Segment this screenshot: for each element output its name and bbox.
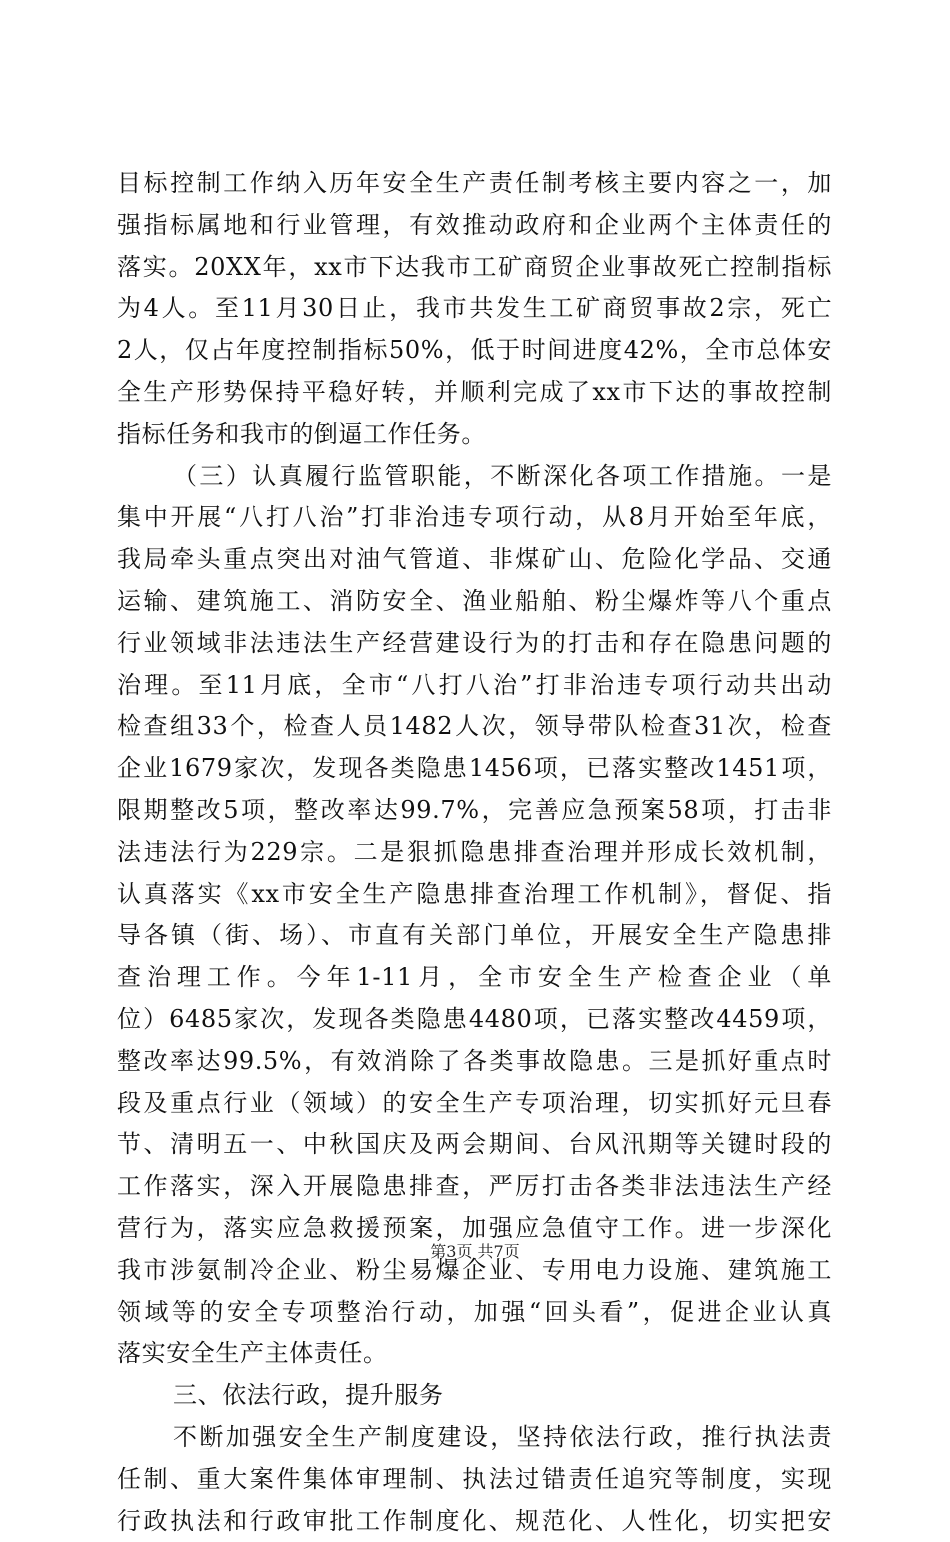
text-line: 2人，仅占年度控制指标50%，低于时间进度42%，全市总体安 [117, 330, 832, 372]
text-line: 认真落实《xx市安全生产隐患排查治理工作机制》，督促、指 [117, 874, 832, 916]
text-line: 我局牵头重点突出对油气管道、非煤矿山、危险化学品、交通 [117, 539, 832, 581]
page-footer: 第3页 共7页 [0, 1241, 950, 1263]
text-line: 我市涉氨制冷企业、粉尘易爆企业、专用电力设施、建筑施工 [117, 1250, 832, 1292]
text-line: 为4人。至11月30日止，我市共发生工矿商贸事故2宗，死亡 [117, 288, 832, 330]
text-line: 查治理工作。今年1-11月，全市安全生产检查企业（单 [117, 957, 832, 999]
text-line: 节、清明五一、中秋国庆及两会期间、台风汛期等关键时段的 [117, 1124, 832, 1166]
text-line: 位）6485家次，发现各类隐患4480项，已落实整改4459项， [117, 999, 832, 1041]
text-line: 整改率达99.5%，有效消除了各类事故隐患。三是抓好重点时 [117, 1041, 832, 1083]
text-line: 落实。20XX年，xx市下达我市工矿商贸企业事故死亡控制指标 [117, 247, 832, 289]
text-line: 限期整改5项，整改率达99.7%，完善应急预案58项，打击非 [117, 790, 832, 832]
text-line: 工作落实，深入开展隐患排查，严厉打击各类非法违法生产经 [117, 1166, 832, 1208]
text-line: 营行为，落实应急救援预案，加强应急值守工作。进一步深化 [117, 1208, 832, 1250]
text-line: 导各镇（街、场）、市直有关部门单位，开展安全生产隐患排 [117, 915, 832, 957]
text-line: 领域等的安全专项整治行动，加强“回头看”，促进企业认真 [117, 1292, 832, 1334]
text-line: 行政执法和行政审批工作制度化、规范化、人性化，切实把安 [117, 1501, 832, 1542]
text-line: 任制、重大案件集体审理制、执法过错责任追究等制度，实现 [117, 1459, 832, 1501]
text-line: 强指标属地和行业管理，有效推动政府和企业两个主体责任的 [117, 205, 832, 247]
text-line: 企业1679家次，发现各类隐患1456项，已落实整改1451项， [117, 748, 832, 790]
text-line: 集中开展“八打八治”打非治违专项行动，从8月开始至年底， [117, 497, 832, 539]
text-line: 运输、建筑施工、消防安全、渔业船舶、粉尘爆炸等八个重点 [117, 581, 832, 623]
text-line: 全生产形势保持平稳好转，并顺利完成了xx市下达的事故控制 [117, 372, 832, 414]
text-line: 法违法行为229宗。二是狠抓隐患排查治理并形成长效机制， [117, 832, 832, 874]
text-line: 段及重点行业（领域）的安全生产专项治理，切实抓好元旦春 [117, 1083, 832, 1125]
text-line: 不断加强安全生产制度建设，坚持依法行政，推行执法责 [117, 1417, 832, 1459]
text-line: 落实安全生产主体责任。 [117, 1333, 832, 1375]
text-line: 目标控制工作纳入历年安全生产责任制考核主要内容之一，加 [117, 163, 832, 205]
text-line: （三）认真履行监管职能，不断深化各项工作措施。一是 [117, 456, 832, 498]
text-line: 三、依法行政，提升服务 [117, 1375, 832, 1417]
text-line: 指标任务和我市的倒逼工作任务。 [117, 414, 832, 456]
text-line: 治理。至11月底，全市“八打八治”打非治违专项行动共出动 [117, 665, 832, 707]
text-line: 行业领域非法违法生产经营建设行为的打击和存在隐患问题的 [117, 623, 832, 665]
text-line: 检查组33个，检查人员1482人次，领导带队检查31次，检查 [117, 706, 832, 748]
document-body [117, 163, 832, 1542]
